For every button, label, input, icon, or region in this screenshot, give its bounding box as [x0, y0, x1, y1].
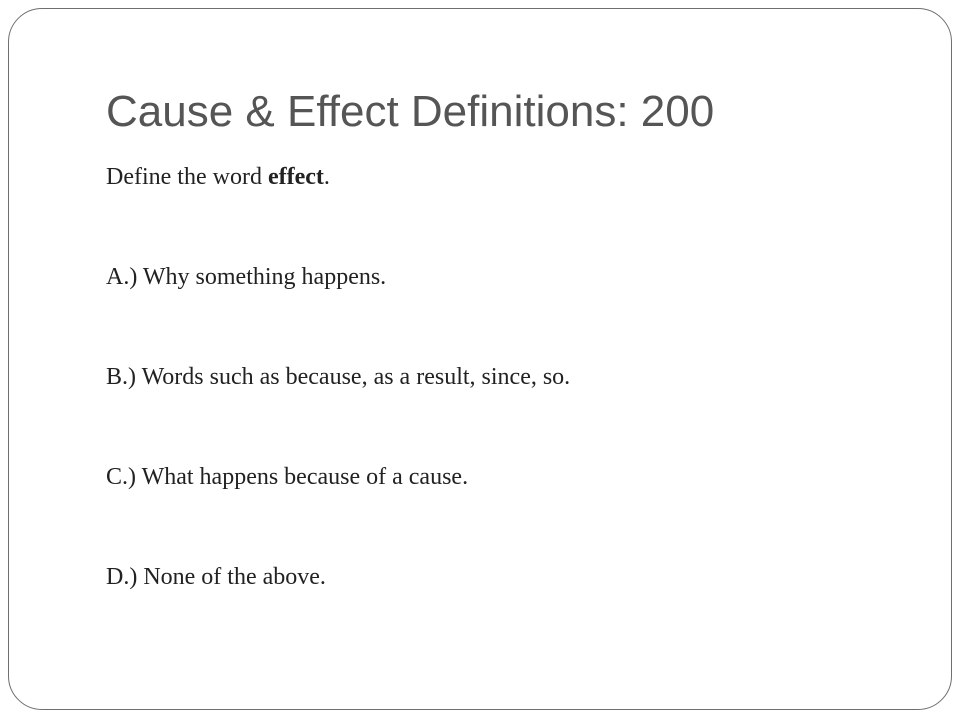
question-suffix: .: [323, 164, 330, 190]
question-text: [106, 162, 330, 192]
question-keyword: effect: [267, 164, 324, 190]
answer-option-c: C.) What happens because of a cause.: [106, 464, 469, 490]
slide-title: Cause & Effect Definitions: 200: [106, 87, 715, 136]
answer-option-a: A.) Why something happens.: [106, 264, 387, 290]
question-prefix: Define the word: [106, 164, 268, 190]
answer-option-d: D.) None of the above.: [106, 564, 326, 590]
answer-option-b: B.) Words such as because, as a result, since, so.: [106, 364, 571, 390]
